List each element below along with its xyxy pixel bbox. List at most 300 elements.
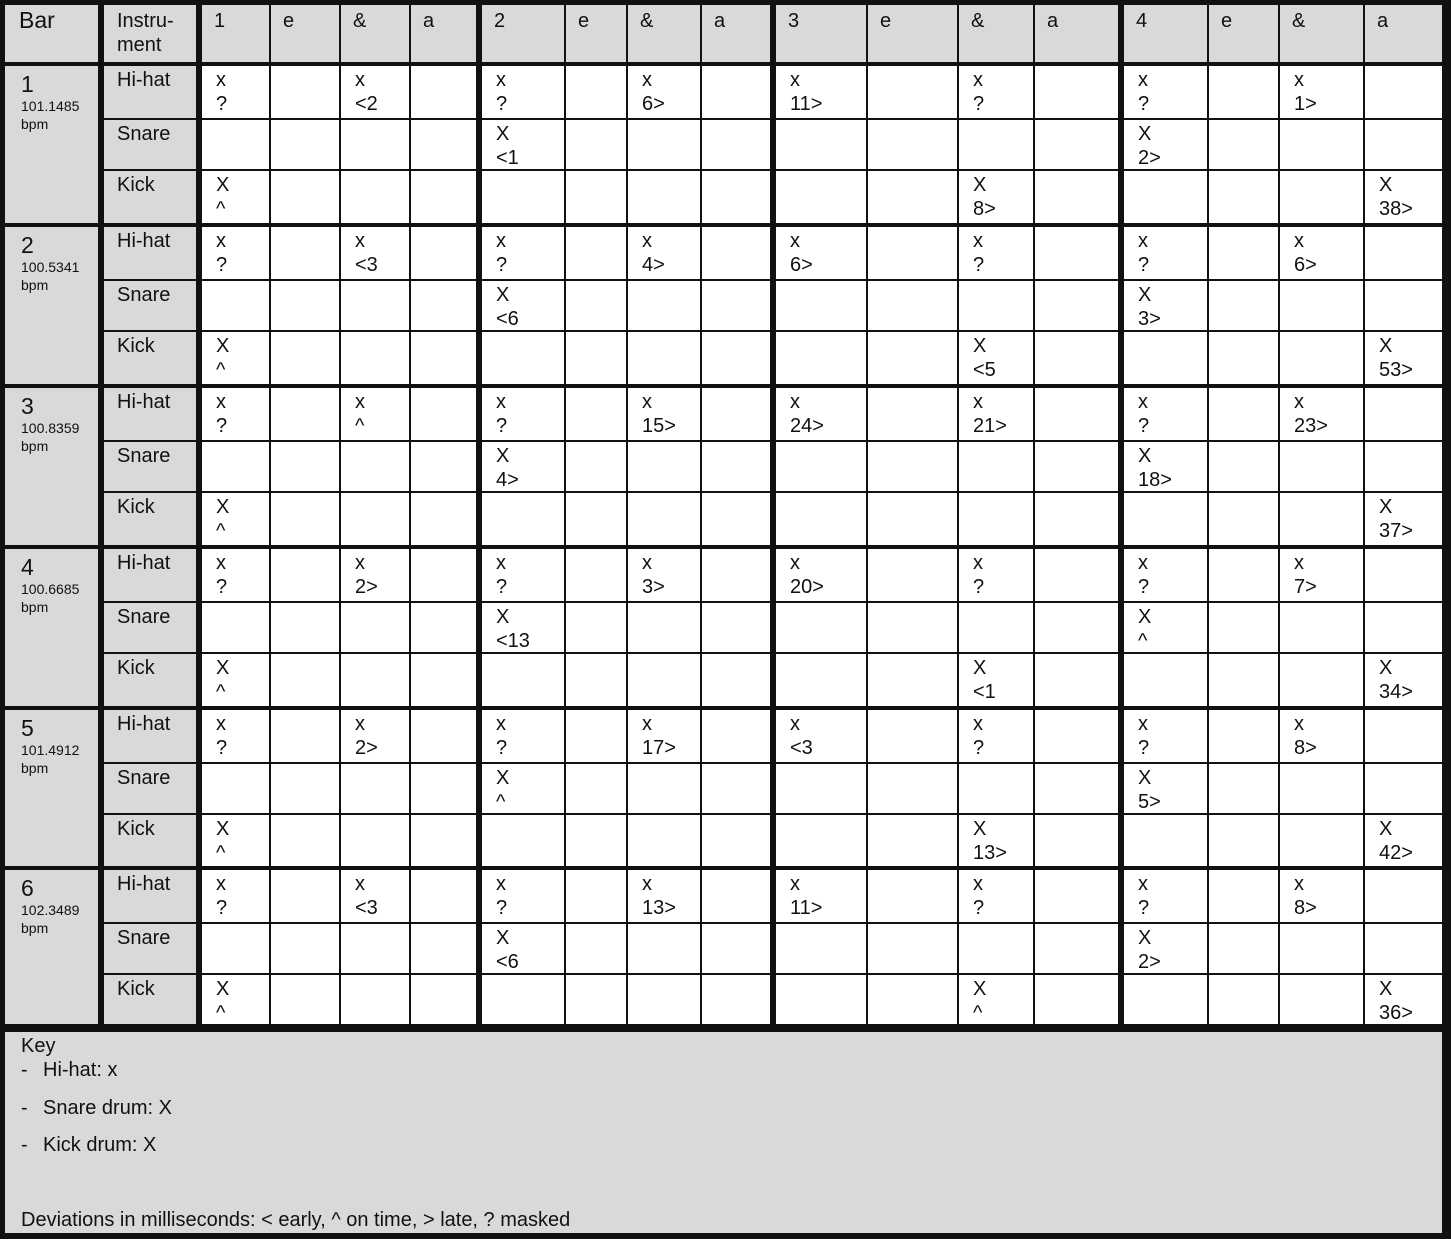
note-cell: [776, 66, 866, 118]
hit-mark: X: [1379, 657, 1393, 679]
note-cell: [566, 654, 626, 706]
instrument-label: Kick: [104, 975, 196, 1024]
deviation-value: 3>: [642, 576, 665, 598]
note-cell: [628, 870, 700, 922]
deviation-value: ?: [216, 576, 228, 598]
note-cell: [271, 227, 339, 279]
note-cell: [868, 442, 957, 491]
note-cell: [341, 493, 409, 545]
note-cell: [341, 549, 409, 601]
bar-label-cell: [5, 66, 98, 223]
hit-mark: x: [1138, 391, 1148, 413]
deviation-value: ^: [496, 791, 506, 813]
note-cell: [702, 815, 770, 866]
hit-mark: x: [973, 552, 983, 574]
deviation-value: ?: [1138, 897, 1150, 919]
bar-label-cell: [5, 870, 98, 1024]
note-cell: [776, 815, 866, 866]
note-cell: [482, 870, 564, 922]
note-cell: [482, 332, 564, 384]
note-cell: [1035, 332, 1118, 384]
hit-mark: x: [1294, 873, 1304, 895]
note-cell: [1035, 388, 1118, 440]
note-cell: [202, 815, 269, 866]
bar-tempo: 102.3489: [21, 902, 80, 918]
note-cell: [628, 120, 700, 169]
note-cell: [1365, 66, 1442, 118]
deviation-value: 7>: [1294, 576, 1317, 598]
note-cell: [411, 171, 476, 223]
note-cell: [1365, 975, 1442, 1024]
note-cell: [411, 66, 476, 118]
note-cell: [1124, 281, 1207, 330]
deviation-value: 11>: [790, 93, 823, 115]
instrument-column-header: Instru- ment: [104, 5, 196, 62]
deviation-value: 2>: [1138, 951, 1161, 973]
deviation-value: 6>: [642, 93, 665, 115]
hit-mark: X: [496, 927, 510, 949]
note-cell: [628, 764, 700, 813]
subdivision-header: a: [1035, 5, 1118, 62]
note-cell: [271, 975, 339, 1024]
deviation-value: 17>: [642, 737, 676, 759]
deviation-value: 20>: [790, 576, 824, 598]
note-cell: [1035, 120, 1118, 169]
deviation-value: ?: [973, 576, 985, 598]
note-cell: [628, 549, 700, 601]
note-cell: [1209, 388, 1278, 440]
note-cell: [1035, 654, 1118, 706]
note-cell: [411, 332, 476, 384]
deviation-value: ?: [216, 415, 228, 437]
note-cell: [868, 764, 957, 813]
hit-mark: X: [1379, 335, 1393, 357]
note-cell: [411, 764, 476, 813]
hit-mark: x: [642, 873, 652, 895]
hit-mark: x: [1294, 69, 1304, 91]
hit-mark: x: [1294, 230, 1304, 252]
note-cell: [959, 764, 1033, 813]
subdivision-header: &: [959, 5, 1033, 62]
deviation-value: <6: [496, 951, 519, 973]
note-cell: [1035, 493, 1118, 545]
note-cell: [628, 924, 700, 973]
deviation-value: 2>: [355, 737, 378, 759]
bar-number: 6: [21, 875, 34, 901]
note-cell: [868, 924, 957, 973]
note-cell: [1035, 975, 1118, 1024]
bar-number: 4: [21, 554, 34, 580]
note-cell: [1280, 654, 1363, 706]
hit-mark: X: [973, 978, 987, 1000]
note-cell: [566, 281, 626, 330]
note-cell: [482, 924, 564, 973]
instrument-label: Hi-hat: [104, 227, 196, 279]
bar-number: 2: [21, 232, 34, 258]
note-cell: [202, 493, 269, 545]
deviation-value: <3: [355, 897, 378, 919]
note-cell: [202, 710, 269, 762]
note-cell: [1365, 332, 1442, 384]
note-cell: [1124, 924, 1207, 973]
note-cell: [702, 549, 770, 601]
note-cell: [868, 493, 957, 545]
note-cell: [628, 815, 700, 866]
deviation-value: ?: [973, 254, 985, 276]
deviation-value: 3>: [1138, 308, 1161, 330]
note-cell: [1365, 924, 1442, 973]
note-cell: [271, 66, 339, 118]
note-cell: [776, 493, 866, 545]
note-cell: [868, 815, 957, 866]
note-cell: [868, 281, 957, 330]
deviation-value: ^: [1138, 630, 1148, 652]
note-cell: [1209, 603, 1278, 652]
deviation-value: 4>: [496, 469, 519, 491]
hit-mark: X: [496, 123, 510, 145]
hit-mark: x: [973, 69, 983, 91]
note-cell: [1280, 924, 1363, 973]
note-cell: [1124, 227, 1207, 279]
note-cell: [776, 654, 866, 706]
hit-mark: x: [1138, 69, 1148, 91]
hit-mark: x: [790, 552, 800, 574]
subdivision-header: 3: [776, 5, 866, 62]
note-cell: [702, 227, 770, 279]
note-cell: [1365, 764, 1442, 813]
instrument-label: Kick: [104, 171, 196, 223]
note-cell: [868, 603, 957, 652]
note-cell: [341, 924, 409, 973]
deviation-value: 15>: [642, 415, 676, 437]
note-cell: [566, 924, 626, 973]
note-cell: [1365, 549, 1442, 601]
instrument-label: Hi-hat: [104, 388, 196, 440]
note-cell: [959, 332, 1033, 384]
note-cell: [1280, 281, 1363, 330]
hit-mark: x: [973, 230, 983, 252]
note-cell: [341, 870, 409, 922]
note-cell: [411, 549, 476, 601]
note-cell: [628, 227, 700, 279]
note-cell: [1280, 549, 1363, 601]
note-cell: [702, 66, 770, 118]
key-item-kick: - Kick drum: X: [21, 1134, 157, 1156]
note-cell: [868, 710, 957, 762]
hit-mark: x: [355, 69, 365, 91]
note-cell: [1124, 870, 1207, 922]
hit-mark: X: [216, 496, 230, 518]
note-cell: [868, 120, 957, 169]
note-cell: [411, 281, 476, 330]
deviation-value: 5>: [1138, 791, 1161, 813]
bar-tempo: 101.1485: [21, 98, 80, 114]
note-cell: [776, 924, 866, 973]
bar-label-cell: [5, 227, 98, 384]
note-cell: [1209, 442, 1278, 491]
note-cell: [341, 227, 409, 279]
note-cell: [271, 710, 339, 762]
bar-tempo-unit: bpm: [21, 760, 49, 776]
deviation-value: ^: [355, 415, 365, 437]
note-cell: [411, 493, 476, 545]
deviation-value: 36>: [1379, 1002, 1413, 1024]
subdivision-header: 1: [202, 5, 269, 62]
hit-mark: x: [1294, 552, 1304, 574]
note-cell: [628, 388, 700, 440]
note-cell: [566, 66, 626, 118]
bar-tempo: 100.6685: [21, 581, 80, 597]
bar-tempo-unit: bpm: [21, 920, 49, 936]
note-cell: [202, 654, 269, 706]
note-cell: [1365, 171, 1442, 223]
bar-column-header: Bar: [5, 5, 98, 62]
deviation-value: 8>: [1294, 897, 1317, 919]
bar-tempo-unit: bpm: [21, 116, 49, 132]
deviation-value: ^: [216, 842, 226, 864]
note-cell: [1035, 924, 1118, 973]
deviation-value: ^: [216, 1002, 226, 1024]
deviation-value: ?: [496, 737, 508, 759]
note-cell: [1209, 332, 1278, 384]
note-cell: [1280, 66, 1363, 118]
note-cell: [411, 227, 476, 279]
note-cell: [1124, 120, 1207, 169]
instrument-label: Hi-hat: [104, 66, 196, 118]
note-cell: [482, 654, 564, 706]
note-cell: [411, 975, 476, 1024]
instrument-label: Hi-hat: [104, 710, 196, 762]
hit-mark: x: [973, 391, 983, 413]
instrument-label: Kick: [104, 654, 196, 706]
note-cell: [202, 549, 269, 601]
hit-mark: x: [642, 391, 652, 413]
hit-mark: x: [1138, 713, 1148, 735]
subdivision-header: 4: [1124, 5, 1207, 62]
hit-mark: x: [355, 552, 365, 574]
instrument-label: Kick: [104, 493, 196, 545]
note-cell: [202, 66, 269, 118]
hit-mark: X: [496, 445, 510, 467]
note-cell: [271, 603, 339, 652]
note-cell: [482, 171, 564, 223]
note-cell: [776, 388, 866, 440]
deviation-value: ^: [216, 359, 226, 381]
note-cell: [1280, 870, 1363, 922]
note-cell: [1035, 870, 1118, 922]
subdivision-header: &: [1280, 5, 1363, 62]
note-cell: [702, 493, 770, 545]
note-cell: [776, 281, 866, 330]
hit-mark: X: [216, 978, 230, 1000]
note-cell: [271, 493, 339, 545]
hit-mark: x: [216, 391, 226, 413]
deviation-value: ?: [216, 254, 228, 276]
hit-mark: x: [790, 230, 800, 252]
deviation-value: ?: [496, 93, 508, 115]
note-cell: [341, 281, 409, 330]
note-cell: [959, 815, 1033, 866]
note-cell: [868, 654, 957, 706]
note-cell: [482, 120, 564, 169]
subdivision-header: e: [271, 5, 339, 62]
deviation-value: ?: [496, 254, 508, 276]
note-cell: [1124, 815, 1207, 866]
note-cell: [1280, 171, 1363, 223]
note-cell: [202, 442, 269, 491]
note-cell: [868, 227, 957, 279]
deviation-value: <6: [496, 308, 519, 330]
instrument-label: Hi-hat: [104, 870, 196, 922]
deviation-value: <1: [973, 681, 996, 703]
note-cell: [482, 66, 564, 118]
note-cell: [202, 603, 269, 652]
note-cell: [959, 442, 1033, 491]
hit-mark: X: [496, 767, 510, 789]
note-cell: [341, 710, 409, 762]
note-cell: [628, 332, 700, 384]
hit-mark: x: [355, 391, 365, 413]
note-cell: [482, 603, 564, 652]
note-cell: [411, 815, 476, 866]
deviation-value: ?: [216, 737, 228, 759]
hit-mark: x: [1138, 873, 1148, 895]
hit-mark: X: [216, 335, 230, 357]
note-cell: [702, 281, 770, 330]
hit-mark: x: [790, 713, 800, 735]
note-cell: [702, 171, 770, 223]
deviation-value: 53>: [1379, 359, 1413, 381]
hit-mark: X: [973, 335, 987, 357]
deviation-value: 11>: [790, 897, 823, 919]
note-cell: [1209, 493, 1278, 545]
note-cell: [1209, 120, 1278, 169]
note-cell: [628, 171, 700, 223]
bar-tempo: 100.5341: [21, 259, 80, 275]
note-cell: [1035, 764, 1118, 813]
deviation-value: <13: [496, 630, 530, 652]
note-cell: [202, 975, 269, 1024]
note-cell: [959, 66, 1033, 118]
note-cell: [1124, 332, 1207, 384]
hit-mark: x: [790, 873, 800, 895]
hit-mark: x: [496, 69, 506, 91]
note-cell: [1280, 227, 1363, 279]
deviation-value: 8>: [1294, 737, 1317, 759]
instrument-label: Snare: [104, 442, 196, 491]
deviation-value: 6>: [1294, 254, 1317, 276]
note-cell: [959, 120, 1033, 169]
note-cell: [776, 764, 866, 813]
note-cell: [1124, 388, 1207, 440]
note-cell: [1124, 66, 1207, 118]
note-cell: [1365, 493, 1442, 545]
hit-mark: x: [216, 713, 226, 735]
note-cell: [1209, 281, 1278, 330]
deviation-value: ^: [216, 681, 226, 703]
note-cell: [959, 603, 1033, 652]
instrument-label: Snare: [104, 120, 196, 169]
subdivision-header: 2: [482, 5, 564, 62]
note-cell: [566, 493, 626, 545]
note-cell: [1209, 66, 1278, 118]
note-cell: [202, 281, 269, 330]
note-cell: [482, 975, 564, 1024]
note-cell: [1209, 710, 1278, 762]
note-cell: [1280, 493, 1363, 545]
bar-number: 5: [21, 715, 34, 741]
hit-mark: X: [216, 818, 230, 840]
note-cell: [776, 710, 866, 762]
bar-tempo: 100.8359: [21, 420, 80, 436]
note-cell: [482, 815, 564, 866]
hit-mark: X: [1138, 123, 1152, 145]
note-cell: [776, 870, 866, 922]
deviation-value: 13>: [973, 842, 1007, 864]
note-cell: [271, 388, 339, 440]
subdivision-header: a: [411, 5, 476, 62]
note-cell: [628, 710, 700, 762]
note-cell: [1035, 710, 1118, 762]
hit-mark: X: [1379, 174, 1393, 196]
note-cell: [341, 764, 409, 813]
note-cell: [702, 975, 770, 1024]
note-cell: [566, 549, 626, 601]
note-cell: [776, 227, 866, 279]
hit-mark: x: [216, 552, 226, 574]
key-item-hihat: - Hi-hat: x: [21, 1059, 118, 1081]
note-cell: [202, 171, 269, 223]
note-cell: [482, 281, 564, 330]
note-cell: [1365, 654, 1442, 706]
note-cell: [1035, 171, 1118, 223]
deviation-value: ?: [216, 93, 228, 115]
hit-mark: X: [1379, 496, 1393, 518]
deviation-value: ?: [973, 897, 985, 919]
note-cell: [1365, 442, 1442, 491]
instrument-label: Kick: [104, 332, 196, 384]
subdivision-header: &: [628, 5, 700, 62]
deviation-value: <3: [355, 254, 378, 276]
deviation-value: ?: [496, 576, 508, 598]
note-cell: [202, 388, 269, 440]
instrument-label: Snare: [104, 924, 196, 973]
instrument-label: Hi-hat: [104, 549, 196, 601]
subdivision-header: e: [1209, 5, 1278, 62]
note-cell: [1209, 870, 1278, 922]
deviation-value: ?: [973, 93, 985, 115]
note-cell: [1280, 442, 1363, 491]
note-cell: [341, 654, 409, 706]
deviation-value: 18>: [1138, 469, 1172, 491]
bar-label-cell: [5, 388, 98, 545]
note-cell: [868, 66, 957, 118]
deviation-value: 1>: [1294, 93, 1317, 115]
deviation-value: <3: [790, 737, 813, 759]
hit-mark: X: [973, 174, 987, 196]
hit-mark: X: [1138, 767, 1152, 789]
note-cell: [482, 227, 564, 279]
note-cell: [1124, 764, 1207, 813]
note-cell: [566, 332, 626, 384]
note-cell: [959, 975, 1033, 1024]
bar-label-cell: [5, 549, 98, 706]
note-cell: [1365, 870, 1442, 922]
note-cell: [566, 764, 626, 813]
note-cell: [1124, 710, 1207, 762]
note-cell: [1365, 227, 1442, 279]
deviation-value: 37>: [1379, 520, 1413, 542]
